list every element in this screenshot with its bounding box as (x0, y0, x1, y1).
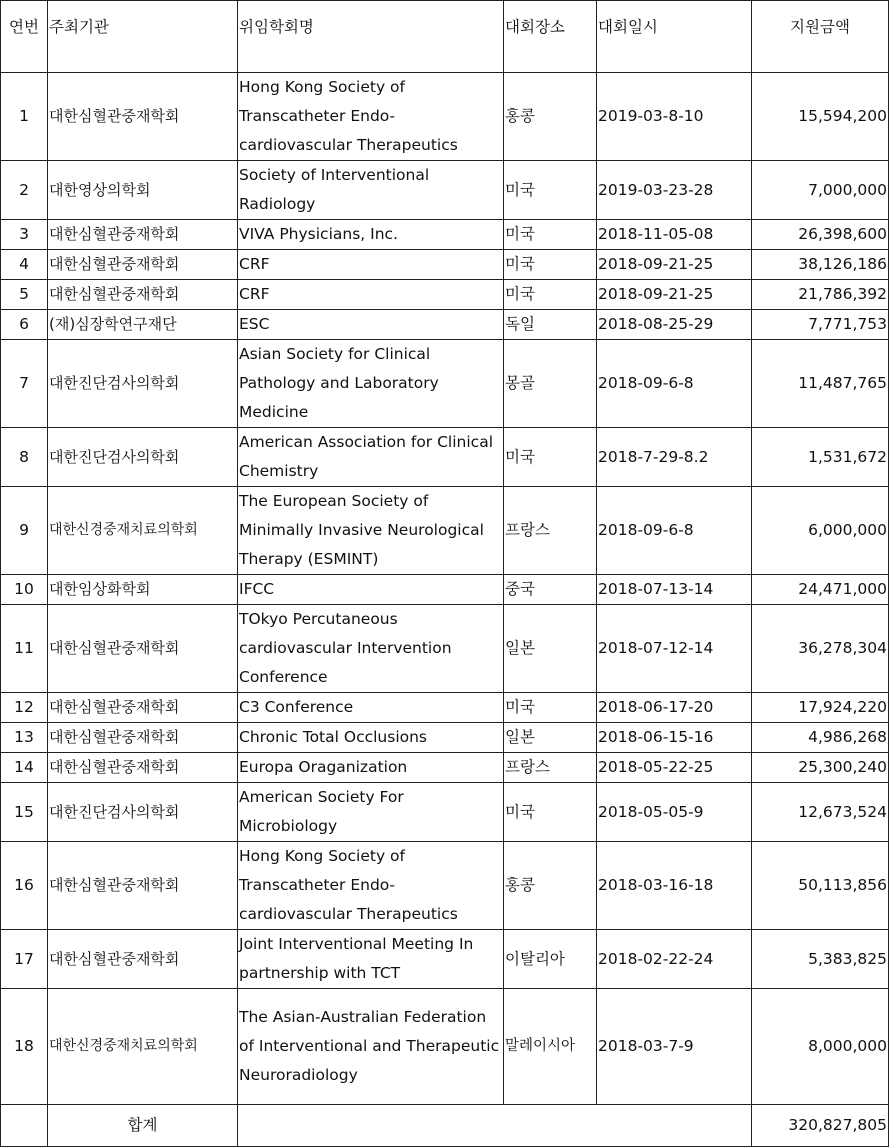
cell-no: 13 (1, 723, 48, 753)
cell-amount: 8,000,000 (752, 989, 889, 1105)
table-row (1, 575, 889, 605)
cell-host: 대한심혈관중재학회 (48, 723, 238, 753)
cell-date: 2018-07-12-14 (597, 605, 752, 693)
cell-host: 대한심혈관중재학회 (48, 220, 238, 250)
cell-date: 2018-05-05-9 (597, 783, 752, 842)
cell-society: ESC (238, 310, 504, 340)
table-row (1, 693, 889, 723)
cell-no: 16 (1, 842, 48, 930)
cell-host: 대한심혈관중재학회 (48, 842, 238, 930)
cell-location: 프랑스 (504, 487, 597, 575)
table-row (1, 220, 889, 250)
cell-amount: 1,531,672 (752, 428, 889, 487)
cell-society: VIVA Physicians, Inc. (238, 220, 504, 250)
cell-society: The European Society of Minimally Invasive Neurological Therapy (ESMINT) (238, 487, 504, 575)
cell-society: Hong Kong Society of Transcatheter Endo-cardiovascular Therapeutics (238, 73, 504, 161)
cell-society: Europa Oraganization (238, 753, 504, 783)
cell-date: 2018-02-22-24 (597, 930, 752, 989)
cell-no: 2 (1, 161, 48, 220)
table-row (1, 930, 889, 989)
table-row (1, 310, 889, 340)
table-row (1, 340, 889, 428)
cell-amount: 17,924,220 (752, 693, 889, 723)
cell-no: 3 (1, 220, 48, 250)
cell-amount: 15,594,200 (752, 73, 889, 161)
cell-host: 대한심혈관중재학회 (48, 73, 238, 161)
cell-no: 12 (1, 693, 48, 723)
table-row (1, 161, 889, 220)
table-row (1, 428, 889, 487)
table-row (1, 723, 889, 753)
table-row (1, 842, 889, 930)
cell-host: 대한진단검사의학회 (48, 428, 238, 487)
table-row (1, 783, 889, 842)
cell-host: 대한진단검사의학회 (48, 340, 238, 428)
cell-no: 4 (1, 250, 48, 280)
cell-amount: 5,383,825 (752, 930, 889, 989)
cell-society: Asian Society for Clinical Pathology and Laboratory Medicine (238, 340, 504, 428)
total-empty-cell (238, 1105, 752, 1147)
total-row (1, 1105, 889, 1147)
table-body (1, 73, 889, 1147)
table-row (1, 753, 889, 783)
cell-host: 대한심혈관중재학회 (48, 280, 238, 310)
cell-no: 14 (1, 753, 48, 783)
cell-amount: 36,278,304 (752, 605, 889, 693)
cell-no: 15 (1, 783, 48, 842)
header-row (1, 1, 889, 73)
cell-amount: 7,771,753 (752, 310, 889, 340)
header-amount: 지원금액 (752, 1, 889, 73)
cell-date: 2018-09-6-8 (597, 340, 752, 428)
cell-amount: 26,398,600 (752, 220, 889, 250)
cell-amount: 6,000,000 (752, 487, 889, 575)
cell-amount: 25,300,240 (752, 753, 889, 783)
total-label: 합계 (48, 1105, 238, 1147)
cell-society: Hong Kong Society of Transcatheter Endo-cardiovascular Therapeutics (238, 842, 504, 930)
cell-host: (재)심장학연구재단 (48, 310, 238, 340)
cell-society: C3 Conference (238, 693, 504, 723)
cell-no: 5 (1, 280, 48, 310)
cell-society: American Association for Clinical Chemistry (238, 428, 504, 487)
table-row (1, 250, 889, 280)
cell-location: 몽골 (504, 340, 597, 428)
header-location: 대회장소 (504, 1, 597, 73)
cell-amount: 12,673,524 (752, 783, 889, 842)
cell-amount: 24,471,000 (752, 575, 889, 605)
cell-location: 미국 (504, 693, 597, 723)
cell-host: 대한심혈관중재학회 (48, 605, 238, 693)
cell-location: 일본 (504, 723, 597, 753)
total-no-cell (1, 1105, 48, 1147)
cell-host: 대한임상화학회 (48, 575, 238, 605)
cell-no: 1 (1, 73, 48, 161)
cell-society: American Society For Microbiology (238, 783, 504, 842)
cell-location: 미국 (504, 783, 597, 842)
cell-date: 2018-11-05-08 (597, 220, 752, 250)
cell-amount: 38,126,186 (752, 250, 889, 280)
cell-no: 6 (1, 310, 48, 340)
cell-society: IFCC (238, 575, 504, 605)
cell-location: 미국 (504, 220, 597, 250)
cell-location: 이탈리아 (504, 930, 597, 989)
cell-location: 프랑스 (504, 753, 597, 783)
table-row (1, 605, 889, 693)
cell-location: 중국 (504, 575, 597, 605)
cell-amount: 7,000,000 (752, 161, 889, 220)
cell-location: 미국 (504, 428, 597, 487)
cell-society: Society of Interventional Radiology (238, 161, 504, 220)
cell-location: 미국 (504, 280, 597, 310)
cell-society: The Asian-Australian Federation of Interventional and Therapeutic Neuroradiology (238, 989, 504, 1105)
table-row (1, 73, 889, 161)
cell-amount: 11,487,765 (752, 340, 889, 428)
cell-date: 2018-09-6-8 (597, 487, 752, 575)
cell-date: 2019-03-8-10 (597, 73, 752, 161)
cell-no: 11 (1, 605, 48, 693)
cell-date: 2018-05-22-25 (597, 753, 752, 783)
header-date: 대회일시 (597, 1, 752, 73)
cell-location: 홍콩 (504, 73, 597, 161)
cell-date: 2018-03-7-9 (597, 989, 752, 1105)
cell-no: 9 (1, 487, 48, 575)
cell-society: TOkyo Percutaneous cardiovascular Intervention Conference (238, 605, 504, 693)
cell-no: 18 (1, 989, 48, 1105)
cell-no: 10 (1, 575, 48, 605)
cell-host: 대한신경중재치료의학회 (48, 989, 238, 1105)
header-society: 위임학회명 (238, 1, 504, 73)
cell-location: 말레이시아 (504, 989, 597, 1105)
cell-host: 대한진단검사의학회 (48, 783, 238, 842)
cell-society: CRF (238, 280, 504, 310)
cell-location: 미국 (504, 250, 597, 280)
header-no: 연번 (1, 1, 48, 73)
cell-society: Chronic Total Occlusions (238, 723, 504, 753)
cell-host: 대한심혈관중재학회 (48, 930, 238, 989)
cell-date: 2018-07-13-14 (597, 575, 752, 605)
cell-location: 일본 (504, 605, 597, 693)
cell-host: 대한영상의학회 (48, 161, 238, 220)
cell-date: 2019-03-23-28 (597, 161, 752, 220)
cell-date: 2018-08-25-29 (597, 310, 752, 340)
cell-amount: 50,113,856 (752, 842, 889, 930)
cell-no: 8 (1, 428, 48, 487)
cell-host: 대한심혈관중재학회 (48, 693, 238, 723)
cell-location: 홍콩 (504, 842, 597, 930)
cell-no: 7 (1, 340, 48, 428)
cell-amount: 4,986,268 (752, 723, 889, 753)
table-row (1, 989, 889, 1105)
cell-host: 대한심혈관중재학회 (48, 250, 238, 280)
cell-society: CRF (238, 250, 504, 280)
total-amount: 320,827,805 (752, 1105, 889, 1147)
cell-date: 2018-7-29-8.2 (597, 428, 752, 487)
cell-date: 2018-06-17-20 (597, 693, 752, 723)
cell-no: 17 (1, 930, 48, 989)
cell-location: 미국 (504, 161, 597, 220)
cell-date: 2018-09-21-25 (597, 280, 752, 310)
cell-date: 2018-06-15-16 (597, 723, 752, 753)
cell-date: 2018-09-21-25 (597, 250, 752, 280)
cell-amount: 21,786,392 (752, 280, 889, 310)
header-host: 주최기관 (48, 1, 238, 73)
cell-location: 독일 (504, 310, 597, 340)
table-row (1, 280, 889, 310)
cell-host: 대한심혈관중재학회 (48, 753, 238, 783)
cell-society: Joint Interventional Meeting In partnership with TCT (238, 930, 504, 989)
cell-host: 대한신경중재치료의학회 (48, 487, 238, 575)
cell-date: 2018-03-16-18 (597, 842, 752, 930)
table-row (1, 487, 889, 575)
